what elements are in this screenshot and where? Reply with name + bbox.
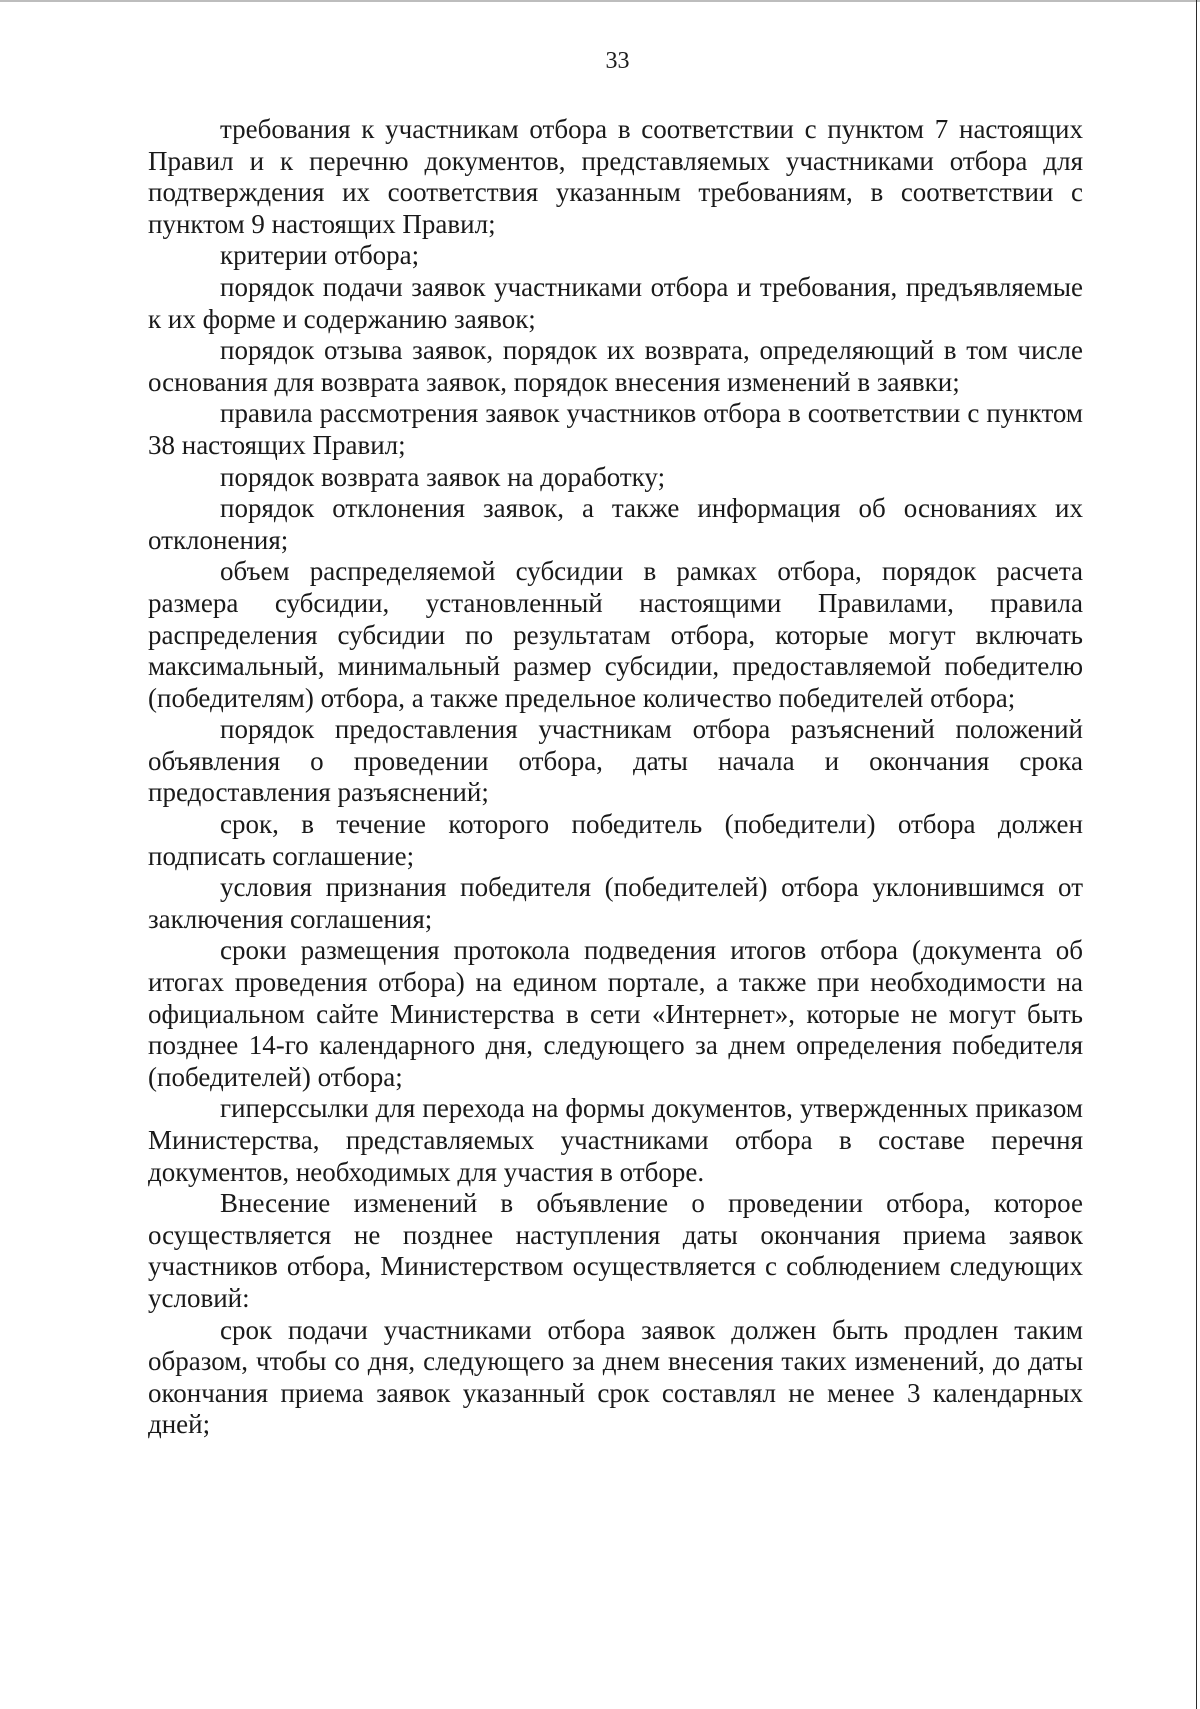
paragraph: порядок подачи заявок участниками отбора и требования, предъявляемые к их форме и содержанию заявок; — [148, 271, 1083, 334]
paragraph: требования к участникам отбора в соответствии с пунктом 7 настоящих Правил и к перечню документов, представляемых участниками отбора для подтверждения их соответствия указанным требованиям, в соответствии с пунктом 9 настоящих Правил; — [148, 114, 1083, 239]
paragraph: Внесение изменений в объявление о проведении отбора, которое осуществляется не позднее наступления даты окончания приема заявок участников отбора, Министерством осуществляется с соблюдением следующих условий: — [148, 1188, 1083, 1313]
paragraph: правила рассмотрения заявок участников отбора в соответствии с пунктом 38 настоящих Правил; — [148, 398, 1083, 460]
body-text — [148, 114, 1083, 1441]
paragraph: порядок отзыва заявок, порядок их возврата, определяющий в том числе основания для возврата заявок, порядок внесения изменений в заявки; — [148, 335, 1083, 397]
paragraph: гиперссылки для перехода на формы документов, утвержденных приказом Министерства, представляемых участниками отбора в составе перечня документов, необходимых для участия в отборе. — [148, 1093, 1083, 1187]
paragraph: срок подачи участниками отбора заявок должен быть продлен таким образом, чтобы со дня, следующего за днем внесения таких изменений, до даты окончания приема заявок указанный срок составлял не менее 3 календарных дней; — [148, 1314, 1083, 1440]
paragraph: объем распределяемой субсидии в рамках отбора, порядок расчета размера субсидии, установленный настоящими Правилами, правила распределения субсидии по результатам отбора, которые могут включать максимальный, минимальный размер субсидии, предоставляемой победителю (победителям) отбора, а также предельное количество победителей отбора; — [148, 556, 1083, 713]
paragraph: сроки размещения протокола подведения итогов отбора (документа об итогах проведения отбора) на едином портале, а также при необходимости на официальном сайте Министерства в сети «Интернет», которые не могут быть позднее 14-го календарного дня, следующего за днем определения победителя (победителей) отбора; — [148, 935, 1083, 1092]
page-number: 33 — [605, 48, 630, 74]
scan-right-edge — [1196, 0, 1197, 1709]
paragraph: срок, в течение которого победитель (победители) отбора должен подписать соглашение; — [148, 809, 1083, 871]
paragraph: порядок отклонения заявок, а также информация об основаниях их отклонения; — [148, 493, 1083, 555]
paragraph: порядок возврата заявок на доработку; — [220, 461, 666, 492]
paragraph: порядок предоставления участникам отбора разъяснений положений объявления о проведении отбора, даты начала и окончания срока предоставления разъяснений; — [148, 714, 1083, 808]
scan-top-edge — [0, 0, 1200, 2]
paragraph: критерии отбора; — [220, 240, 420, 271]
paragraph: условия признания победителя (победителей) отбора уклонившимся от заключения соглашения; — [148, 872, 1083, 934]
